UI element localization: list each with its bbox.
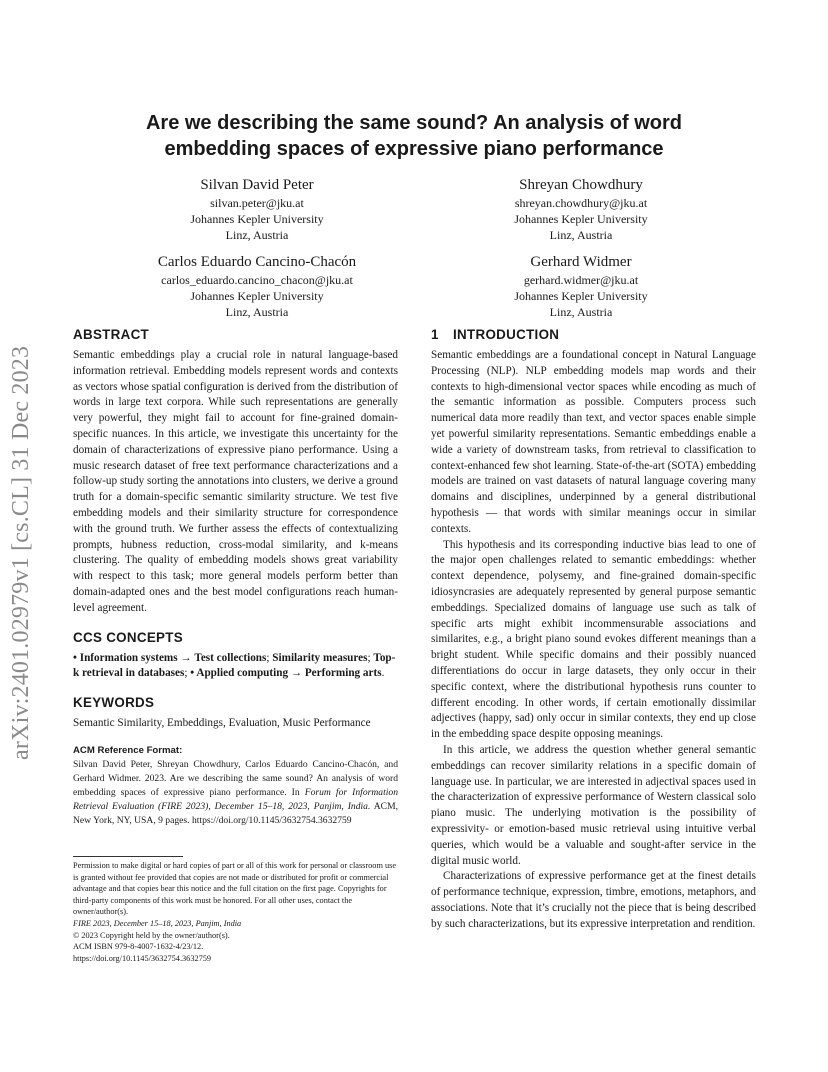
section-number: 1 bbox=[431, 327, 439, 342]
section-title: INTRODUCTION bbox=[453, 327, 560, 342]
left-column bbox=[73, 326, 398, 828]
author-email[interactable]: silvan.peter@jku.at bbox=[210, 196, 304, 210]
copyright-footnote bbox=[73, 860, 403, 964]
conference-line: FIRE 2023, December 15–18, 2023, Panjim, India bbox=[73, 918, 242, 928]
abstract-heading: ABSTRACT bbox=[73, 327, 150, 342]
keywords-heading: KEYWORDS bbox=[73, 695, 155, 711]
keywords-text: Semantic Similarity, Embeddings, Evaluation, Music Performance bbox=[73, 717, 371, 730]
ccs-term: Similarity measures bbox=[272, 651, 368, 664]
author-name: Gerhard Widmer bbox=[530, 254, 632, 270]
permission-notice: Permission to make digital or hard copies of part or all of this work for personal or classroom use is granted without fee provided that copies are not made or distributed for profit or commercial advantage and that copies bear this notice and the full citation on the first page. Copyrights for third-party components of this work must be honored. For all other uses, contact the owner/author(s). bbox=[73, 861, 397, 917]
author-location: Linz, Austria bbox=[549, 228, 613, 242]
author-affiliation: Johannes Kepler University bbox=[190, 212, 324, 226]
ccs-arrow: → bbox=[288, 667, 305, 680]
acm-reference bbox=[73, 744, 398, 828]
isbn-line: ACM ISBN 979-8-4007-1632-4/23/12. bbox=[73, 942, 204, 952]
ccs-term: Top-k retrieval in databases bbox=[73, 651, 396, 680]
title-line-2: embedding spaces of expressive piano performance bbox=[164, 138, 664, 160]
copyright-line: © 2023 Copyright held by the owner/author(s). bbox=[73, 930, 230, 940]
arxiv-stamp: arXiv:2401.02979v1 [cs.CL] 31 Dec 2023 bbox=[8, 345, 34, 760]
ccs-bullet-1: • Information systems bbox=[73, 651, 178, 664]
paper-title bbox=[100, 110, 728, 162]
ccs-term: Test collections bbox=[194, 651, 267, 664]
author-location: Linz, Austria bbox=[225, 305, 289, 319]
right-column bbox=[431, 326, 756, 932]
ccs-separator: ; bbox=[184, 667, 191, 680]
author-email[interactable]: shreyan.chowdhury@jku.at bbox=[514, 196, 648, 210]
doi-link[interactable]: https://doi.org/10.1145/3632754.3632759 bbox=[73, 953, 212, 963]
author-email[interactable]: carlos_eduardo.cancino_chacon@jku.at bbox=[161, 273, 353, 287]
ccs-end: . bbox=[381, 667, 385, 680]
author-location: Linz, Austria bbox=[225, 228, 289, 242]
ccs-text bbox=[73, 651, 398, 683]
intro-paragraph-1: Semantic embeddings are a foundational concept in Natural Language Processing (NLP). NLP embedding models map words and their contexts to high-dimensional vector spaces while encoding as much of the semantic information as possible. Computers process such numerical data more readily than text, and vector spaces enable simple yet powerful similarity representations. Semantic embeddings enable a wide a variety of downstream tasks, from retrieval to classification to context-enhanced few shot learning. State-of-the-art (SOTA) embedding models are trained on vast datasets of natural language covering many domains and disciplines, underpinned by a general distributional hypothesis — that words with similar meanings occur in similar contexts. bbox=[431, 349, 756, 535]
intro-paragraph-3: In this article, we address the question whether general semantic embeddings can recover similarity relations in a specific domain of language use. In particular, we are interested in adjectival spaces used in the characterization of expressive performance of Western classical solo piano music. The underlying motivation is the possibility of expressivity- or emotion-based music retrieval using intuitive verbal queries, which would be a valuable and sought-after service in the digital music world. bbox=[431, 743, 756, 867]
acm-reference-heading: ACM Reference Format: bbox=[73, 744, 183, 756]
acm-reference-part-2[interactable]: ACM, New York, NY, USA, 9 pages. https://doi.org/10.1145/3632754.3632759 bbox=[73, 800, 399, 826]
title-line-1: Are we describing the same sound? An analysis of word bbox=[145, 112, 683, 134]
author-block-2 bbox=[431, 176, 731, 243]
ccs-heading: CCS CONCEPTS bbox=[73, 629, 183, 645]
acm-reference-part-1: Silvan David Peter, Shreyan Chowdhury, Carlos Eduardo Cancino-Chacón, and Gerhard Widmer. 2023. Are we describing the same sound? An analysis of word embedding spaces of expressive piano performance. In bbox=[73, 758, 398, 798]
author-affiliation: Johannes Kepler University bbox=[514, 289, 648, 303]
intro-paragraph-4: Characterizations of expressive performance get at the finest details of performance technique, expression, timbre, emotions, metaphors, and associations. Note that it’s crucially not the piece that is being described by such characterizations, but its expressive interpretation and rendition. bbox=[431, 870, 756, 930]
ccs-separator: ; bbox=[367, 651, 374, 664]
author-email[interactable]: gerhard.widmer@jku.at bbox=[523, 273, 639, 287]
intro-paragraph-2: This hypothesis and its corresponding inductive bias lead to one of the major open challenges related to semantic embeddings: whether context dependence, polysemy, and fine-grained domain-specific idiosyncrasies are adequately represented by general purpose semantic embeddings. Specialized domains of language use such as talk of specific arts might exhibit incommensurable associations and similarites, e.g., a bright piano sound evokes different meanings than a bright student. While specific domains and their possibly nuanced differentiations do occur in large datasets, they only occur in their specific context, where the distributional hypothesis runs counter to different encoding. In other words, if certain emotionally dissimilar adjectives (happy, sad) only occur in similar contexts, they end up close in the embedding space despite opposing meanings. bbox=[431, 538, 756, 741]
acm-reference-text bbox=[73, 758, 398, 828]
abstract-text: Semantic embeddings play a crucial role in natural language-based information retrieval. Embedding models represent words and contexts as vectors whose spatial configuration is derived from the distribution of words in large text corpora. While such representations are generally very powerful, they might fail to account for fine-grained domain-specific nuances. In this article, we investigate this uncertainty for the domain of characterizations of expressive piano performance. Using a music research dataset of free text performance characterizations and a follow-up study sorting the annotations into clusters, we derive a ground truth for a domain-specific semantic similarity structure. We test five embedding models and their similarity structure for correspondence with the ground truth. We further assess the effects of contextualizing prompts, hubness reduction, cross-modal similarity, and k-means clustering. The quality of embedding models shows great variability with respect to this task; more general models perform better than domain-adapted ones and the best model configurations reach human-level agreement. bbox=[73, 349, 398, 614]
ccs-arrow: → bbox=[177, 651, 195, 664]
author-affiliation: Johannes Kepler University bbox=[514, 212, 648, 226]
author-name: Carlos Eduardo Cancino-Chacón bbox=[157, 254, 357, 270]
author-name: Silvan David Peter bbox=[200, 177, 314, 193]
author-block-4 bbox=[431, 253, 731, 320]
author-block-1 bbox=[107, 176, 407, 243]
ccs-separator: ; bbox=[266, 651, 273, 664]
ccs-bullet-2: • Applied computing bbox=[190, 667, 289, 680]
author-block-3 bbox=[97, 253, 417, 320]
acm-reference-venue: Forum for Information Retrieval Evaluation (FIRE 2023), December 15–18, 2023, Panjim, India. bbox=[73, 786, 398, 812]
introduction-heading bbox=[431, 326, 756, 344]
footnote-rule bbox=[73, 856, 183, 857]
ccs-term: Performing arts bbox=[304, 667, 382, 680]
author-location: Linz, Austria bbox=[549, 305, 613, 319]
author-affiliation: Johannes Kepler University bbox=[190, 289, 324, 303]
author-name: Shreyan Chowdhury bbox=[519, 177, 643, 193]
